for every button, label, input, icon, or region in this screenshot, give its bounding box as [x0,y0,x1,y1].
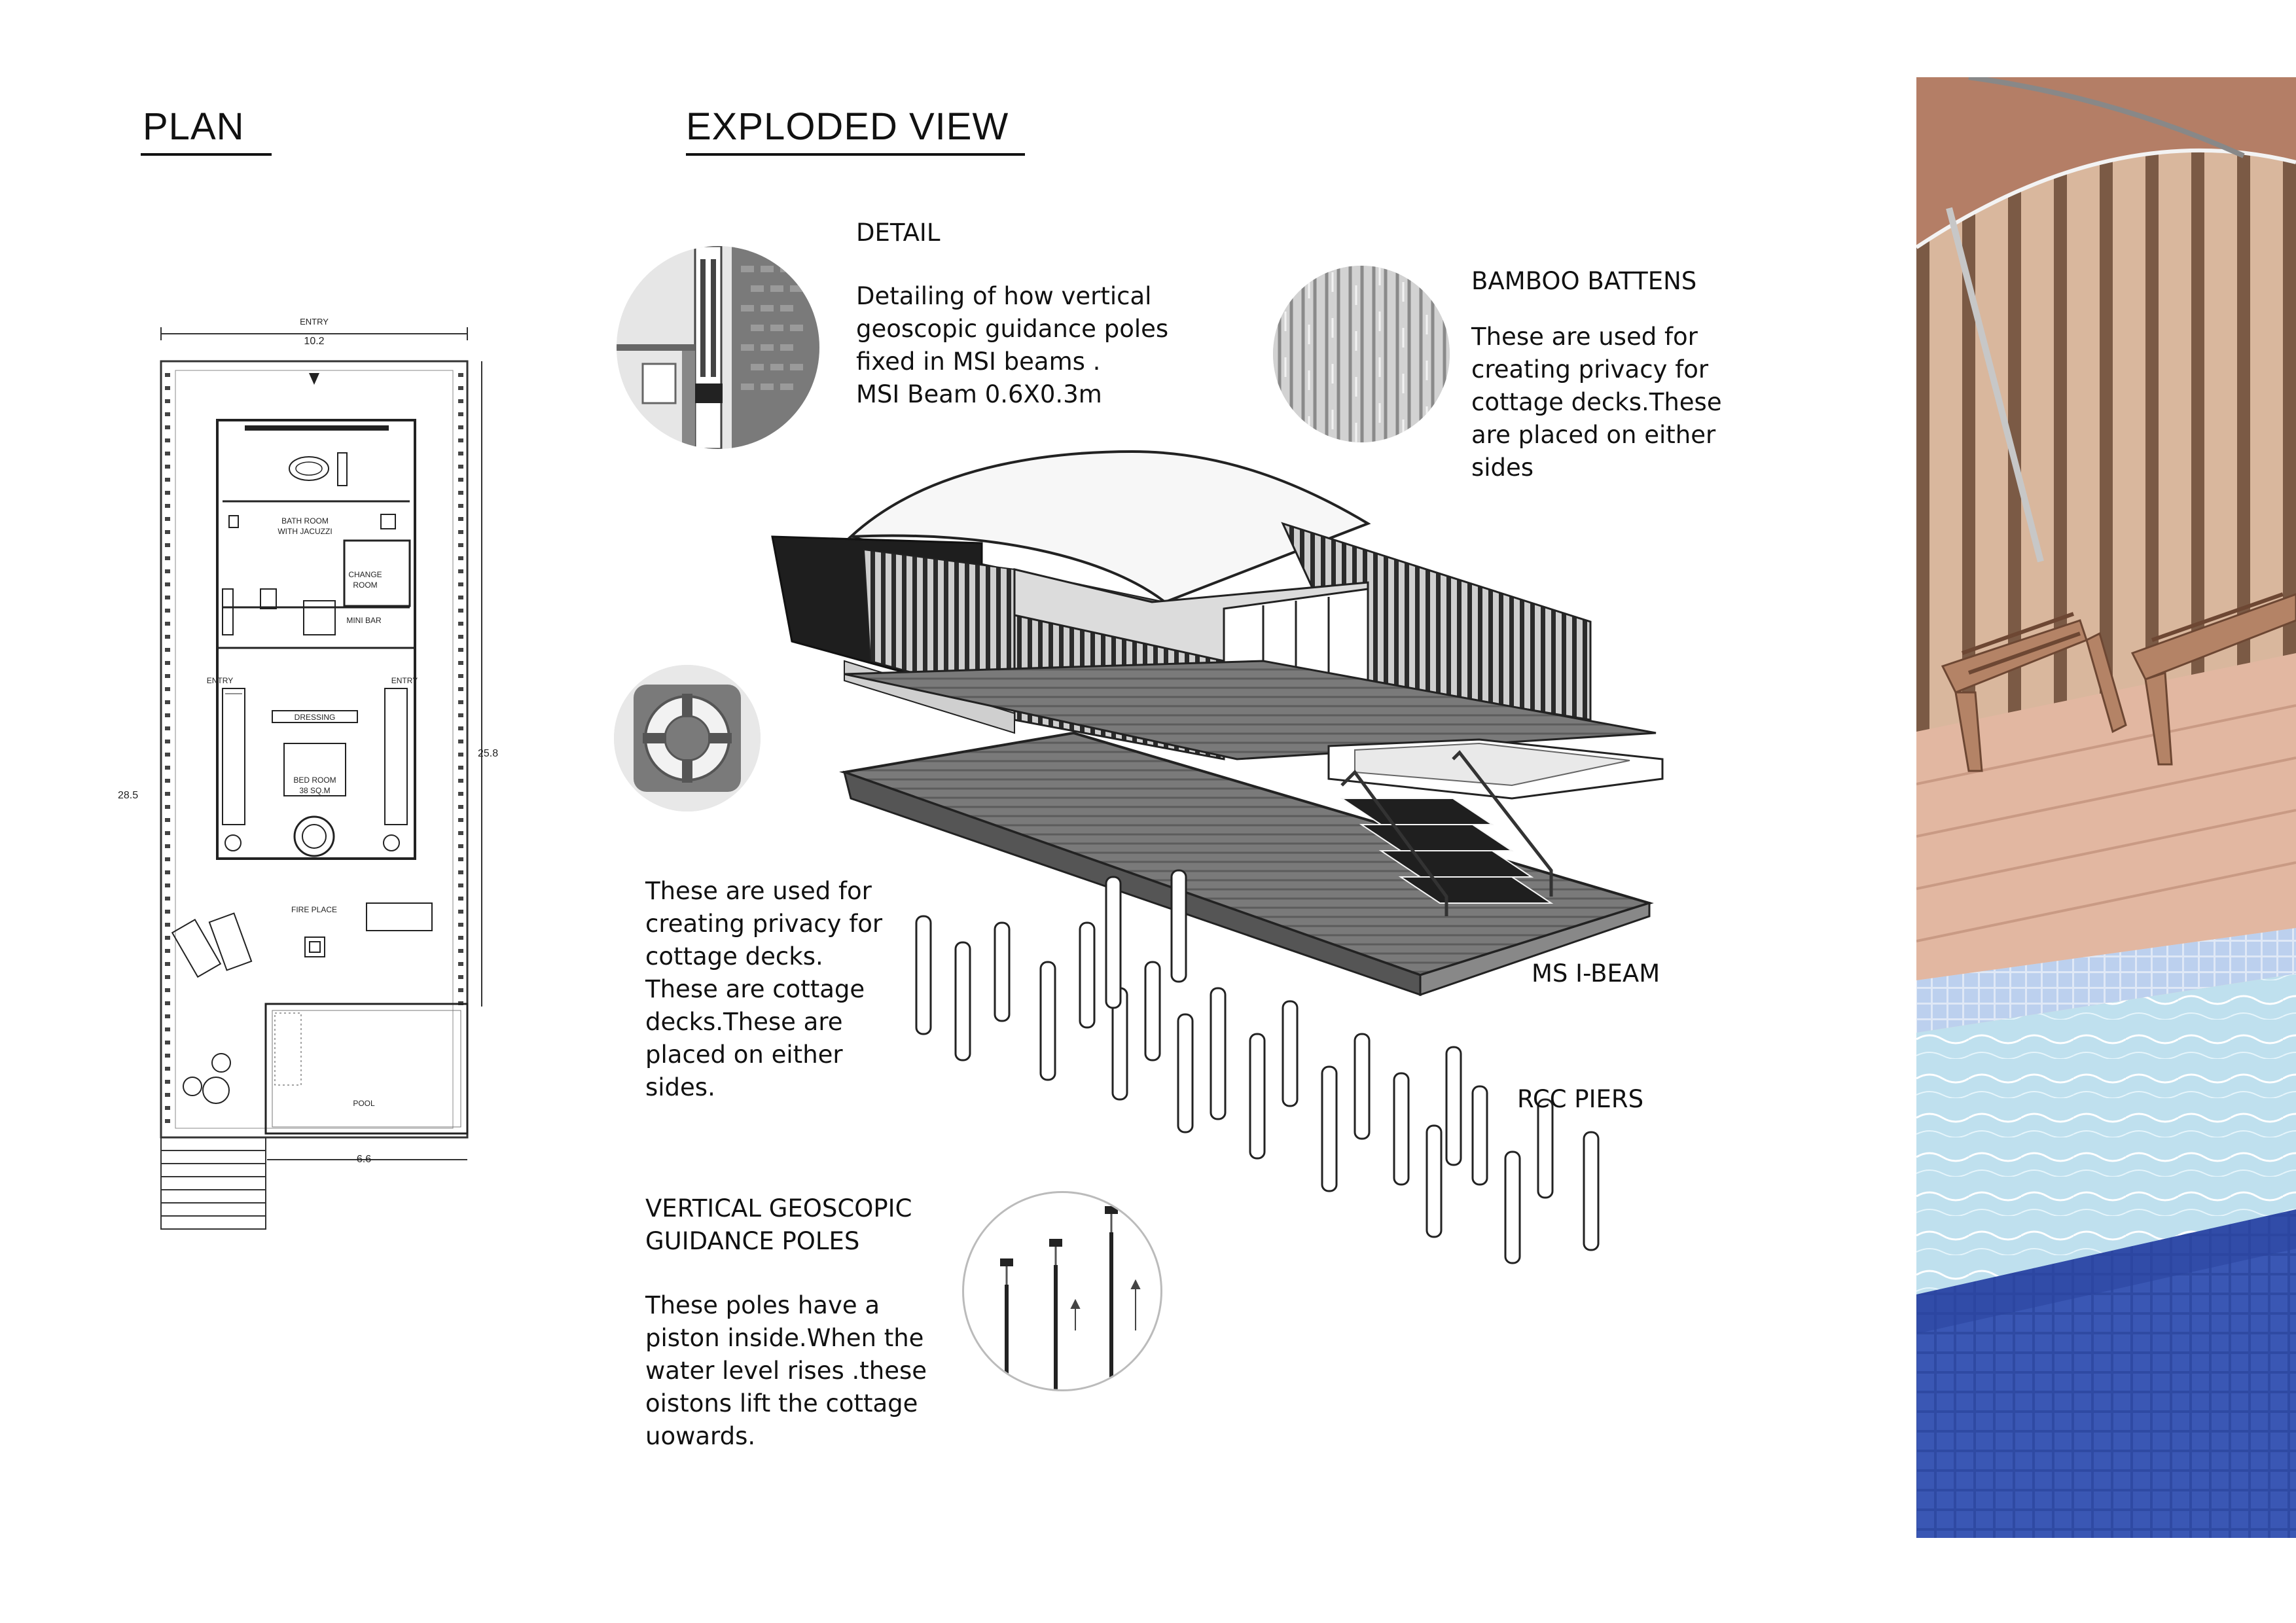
plan-bed-room-label: BED ROOM [293,776,336,785]
plan-entry-top-label: ENTRY [300,317,329,327]
plan-bath-room-sublabel: WITH JACUZZI [278,527,332,536]
plan-width-dimension: 10.2 [304,336,325,347]
lifebuoy-icon [614,665,761,812]
floor-plan [111,308,504,1237]
bamboo-battens-description: These are used for creating privacy for cottage decks.These are placed on either sides [1471,323,1722,482]
plan-bed-room-area-label: 38 SQ.M [299,786,331,795]
plan-fire-place-label: FIRE PLACE [291,905,338,914]
plan-heading: PLAN [143,105,245,148]
exploded-view-heading: EXPLODED VIEW [686,105,1009,148]
plan-pool-width-dimension: 6.6 [356,1154,372,1165]
plan-inner-length-dimension: 25.8 [478,748,499,759]
plan-dressing-label: DRESSING [294,713,336,722]
detail-inset-icon [617,246,819,449]
plan-bath-room-label: BATH ROOM [281,516,329,526]
plan-heading-underline [141,153,272,156]
piston-poles-icon [962,1191,1162,1391]
detail-description: Detailing of how vertical geoscopic guidance poles fixed in MSI beams . MSI Beam 0.6X0.3m [856,282,1169,408]
pool-render-image [1916,77,2296,1538]
bamboo-texture-icon [1273,266,1450,442]
detail-title: DETAIL [856,219,941,247]
plan-pool-label: POOL [353,1099,375,1108]
plan-change-room-sublabel: ROOM [353,580,378,590]
plan-entry-left-label: ENTRY [206,676,234,685]
plan-entry-right-label: ENTRY [391,676,418,685]
guidance-poles-description: These poles have a piston inside.When the water level rises .these oistons lift the cottage uowards. [645,1291,927,1450]
ms-ibeam-label: MS I-BEAM [1532,959,1660,988]
plan-change-room-label: CHANGE [348,570,382,579]
plan-minibar-label: MINI BAR [346,616,382,625]
plan-total-length-dimension: 28.5 [118,790,139,801]
exploded-view-heading-underline [686,153,1025,156]
left-battens-description: These are used for creating privacy for cottage decks. These are cottage decks.These are placed on either sides. [645,877,883,1101]
bamboo-battens-title: BAMBOO BATTENS [1471,267,1697,295]
cottage-exploded-icon [766,445,1682,1322]
guidance-poles-title: VERTICAL GEOSCOPIC GUIDANCE POLES [645,1194,912,1255]
rcc-piers-label: RCC PIERS [1517,1085,1644,1113]
